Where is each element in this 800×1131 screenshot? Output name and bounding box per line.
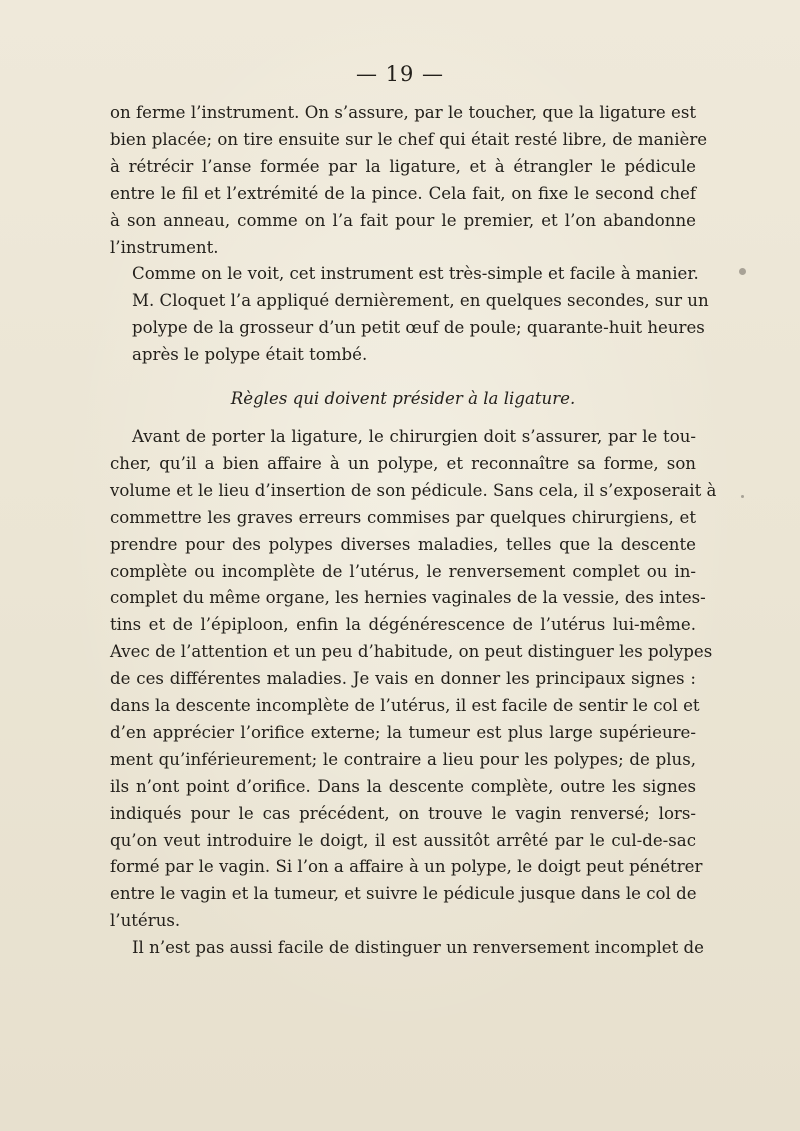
- text-line: M. Cloquet l’a appliqué dernièrement, en quelques secondes, sur un: [132, 291, 709, 311]
- text-line: entre le vagin et la tumeur, et suivre le pédicule jusque dans le col de: [110, 884, 697, 904]
- text-line: de ces différentes maladies. Je vais en donner les principaux signes :: [110, 669, 696, 689]
- text-line: ils n’ont point d’orifice. Dans la descente complète, outre les signes: [110, 776, 696, 796]
- paragraph-4: [110, 935, 704, 962]
- text-line: commettre les graves erreurs commises par quelques chirurgiens, et: [110, 507, 696, 527]
- text-line: Comme on le voit, cet instrument est très-simple et facile à manier.: [132, 264, 699, 284]
- text-line: d’en apprécier l’orifice externe; la tumeur est plus large supérieure-: [110, 722, 696, 742]
- text-line: bien placée; on tire ensuite sur le chef qui était resté libre, de manière: [110, 129, 708, 149]
- text-line: complète ou incomplète de l’utérus, le renversement complet ou in-: [110, 561, 696, 581]
- text-line: l’utérus.: [110, 911, 181, 931]
- text-line: entre le fil et l’extrémité de la pince. Cela fait, on fixe le second chef: [110, 183, 696, 203]
- text-line: on ferme l’instrument. On s’assure, par le toucher, que la ligature est: [110, 103, 696, 122]
- text-line: complet du même organe, les hernies vaginales de la vessie, des intes-: [110, 588, 706, 608]
- paragraph-1: [110, 100, 708, 261]
- paragraph-3: [110, 424, 717, 935]
- text-line: qu’on veut introduire le doigt, il est aussitôt arrêté par le cul-de-sac: [110, 830, 696, 850]
- text-line: volume et le lieu d’insertion de son pédicule. Sans cela, il s’exposerait à: [110, 480, 717, 500]
- text-line: Avec de l’attention et un peu d’habitude, on peut distinguer les polypes: [110, 642, 713, 662]
- text-line: polype de la grosseur d’un petit œuf de poule; quarante-huit heures: [132, 318, 705, 338]
- text-line: après le polype était tombé.: [132, 345, 368, 365]
- paragraph-2: [110, 261, 709, 369]
- ink-spot: [739, 268, 746, 275]
- text-line: indiqués pour le cas précédent, on trouve le vagin renversé; lors-: [110, 803, 696, 823]
- body-text: [110, 100, 717, 962]
- text-line: Avant de porter la ligature, le chirurgien doit s’assurer, par le tou-: [132, 426, 696, 446]
- text-line: à rétrécir l’anse formée par la ligature, et à étrangler le pédicule: [110, 156, 696, 176]
- text-line: formé par le vagin. Si l’on a affaire à un polype, le doigt peut pénétrer: [110, 857, 703, 877]
- ink-speck: [741, 495, 744, 498]
- text-line: cher, qu’il a bien affaire à un polype, et reconnaître sa forme, son: [110, 453, 696, 473]
- text-line: Il n’est pas aussi facile de distinguer un renversement incomplet de: [132, 938, 704, 958]
- text-line: l’instrument.: [110, 237, 219, 257]
- section-heading: Règles qui doivent présider à la ligature.: [230, 389, 576, 409]
- text-line: ment qu’inférieurement; le contraire a lieu pour les polypes; de plus,: [110, 749, 696, 769]
- text-line: prendre pour des polypes diverses maladies, telles que la descente: [110, 534, 696, 554]
- text-line: dans la descente incomplète de l’utérus, il est facile de sentir le col et: [110, 696, 700, 716]
- text-line: à son anneau, comme on l’a fait pour le premier, et l’on abandonne: [110, 210, 696, 230]
- page-number: — 19 —: [355, 62, 445, 86]
- text-line: tins et de l’épiploon, enfin la dégénérescence de l’utérus lui-même.: [110, 615, 696, 635]
